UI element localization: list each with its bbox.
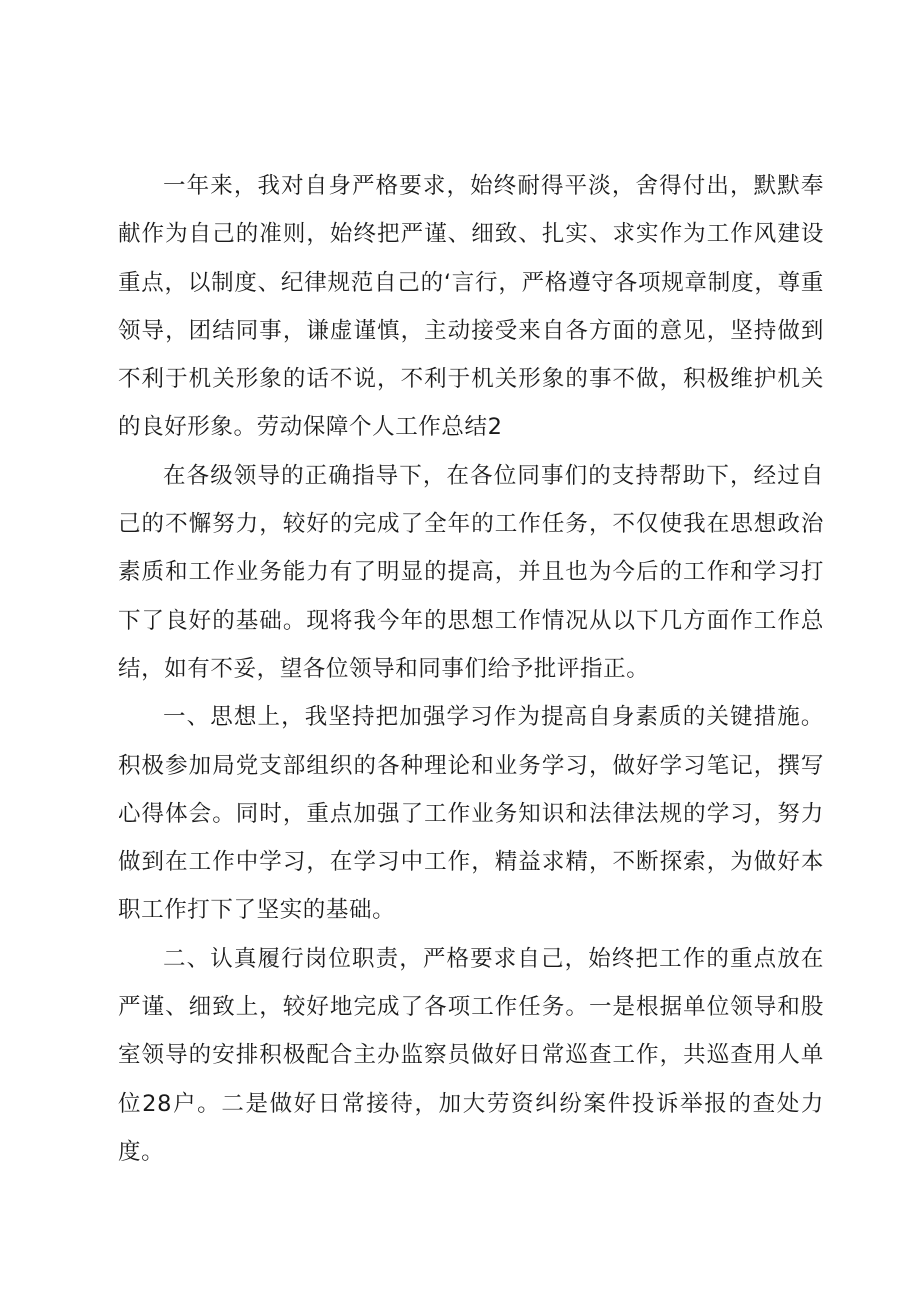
paragraph-3: 一、思想上，我坚持把加强学习作为提高自身素质的关键措施。积极参加局党支部组织的各种理论和业务学习，做好学习笔记，撰写心得体会。同时，重点加强了工作业务知识和法律法规的学习，努力做到在工作中学习，在学习中工作，精益求精，不断探索，为做好本职工作打下了坚实的基础。 xyxy=(118,704,824,924)
paragraph-4: 二、认真履行岗位职责，严格要求自己，始终把工作的重点放在严谨、细致上，较好地完成了各项工作任务。一是根据单位领导和股室领导的安排积极配合主办监察员做好日常巡查工作，共巡查用人单位28户。二是做好日常接待，加大劳资纠纷案件投诉举报的查处力度。 xyxy=(118,945,824,1165)
paragraph-1: 一年来，我对自身严格要求，始终耐得平淡，舍得付出，默默奉献作为自己的准则，始终把严谨、细致、扎实、求实作为工作风建设重点，以制度、纪律规范自己的‘言行，严格遵守各项规章制度，尊重领导，团结同事，谦虚谨慎，主动接受来自各方面的意见，坚持做到不利于机关形象的话不说，不利于机关形象的事不做，积极维护机关的良好形象。劳动保障个人工作总结2 xyxy=(118,173,824,441)
document-body xyxy=(118,162,824,1176)
paragraph-2: 在各级领导的正确指导下，在各位同事们的支持帮助下，经过自己的不懈努力，较好的完成了全年的工作任务，不仅使我在思想政治素质和工作业务能力有了明显的提高，并且也为今后的工作和学习打下了良好的基础。现将我今年的思想工作情况从以下几方面作工作总结，如有不妥，望各位领导和同事们给予批评指正。 xyxy=(118,462,824,682)
